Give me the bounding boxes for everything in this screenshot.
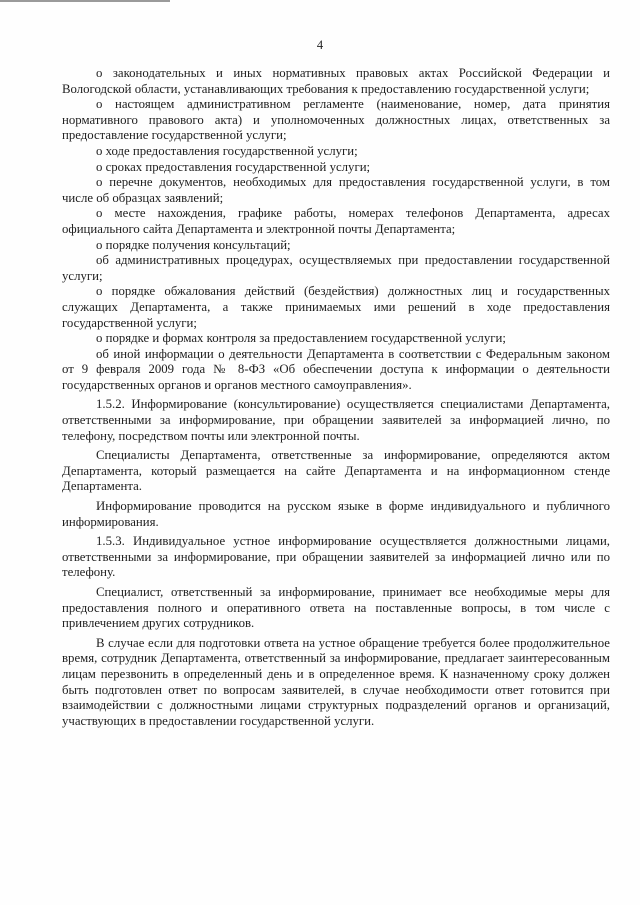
- list-item-documents: о перечне документов, необходимых для предоставления государственной услуги, в том числе об образцах заявлений;: [62, 175, 610, 205]
- list-item-terms: о сроках предоставления государственной услуги;: [96, 159, 371, 174]
- paragraph-specialist-measures: Специалист, ответственный за информирование, принимает все необходимые меры для предоставления полного и оперативного ответа на поставленные вопросы, в том числе с привлечением других сотрудников.: [62, 585, 610, 631]
- list-item-procedures: об административных процедурах, осуществляемых при предоставлении государственной услуги;: [62, 253, 610, 283]
- list-item-regulation: о настоящем административном регламенте (наименование, номер, дата принятия нормативного правового акта) и уполномоченных должностных лицах, ответственных за предоставление государственной услуги;: [62, 97, 610, 143]
- list-item-progress: о ходе предоставления государственной услуги;: [96, 143, 358, 158]
- document-body: [62, 66, 610, 729]
- section-1-5-2: 1.5.2. Информирование (консультирование) осуществляется специалистами Департамента, ответственными за информирование, при обращении заявителей за информацией лично, по телефону, посредством почты или электронной почты.: [62, 397, 610, 443]
- section-1-5-3: 1.5.3. Индивидуальное устное информирование осуществляется должностными лицами, ответственными за информирование, при обращении заявителей за информацией лично или по телефону.: [62, 534, 610, 580]
- scan-edge-mark: [0, 0, 170, 2]
- list-item-control: о порядке и формах контроля за предоставлением государственной услуги;: [96, 331, 506, 346]
- paragraph-specialists: Специалисты Департамента, ответственные за информирование, определяются актом Департамента, который размещается на сайте Департамента и на информационном стенде Департамента.: [62, 448, 610, 494]
- list-item-consultations: о порядке получения консультаций;: [96, 237, 291, 252]
- list-item-appeals: о порядке обжалования действий (бездействия) должностных лиц и государственных служащих Департамента, а также принимаемых ими решений в ходе предоставления государственной услуги;: [62, 284, 610, 330]
- paragraph-callback: В случае если для подготовки ответа на устное обращение требуется более продолжительное время, сотрудник Департамента, ответственный за информирование, предлагает заинтересованным лицам перезвонить в определенный день и в определенное время. К назначенному сроку должен быть подготовлен ответ по вопросам заявителей, в случае необходимости ответ готовится при взаимодействии с должностными лицами структурных подразделений органов и организаций, участвующих в предоставлении государственной услуги.: [62, 635, 610, 728]
- list-item-location: о месте нахождения, графике работы, номерах телефонов Департамента, адресах официального сайта Департамента и электронной почты Департамента;: [62, 206, 610, 236]
- page-number: 4: [316, 38, 324, 52]
- list-item-legislation: о законодательных и иных нормативных правовых актах Российской Федерации и Вологодской области, устанавливающих требования к предоставлению государственной услуги;: [62, 66, 610, 96]
- list-item-other-info: об иной информации о деятельности Департамента в соответствии с Федеральным законом от 9 февраля 2009 года № 8-ФЗ «Об обеспечении доступа к информации о деятельности государственных органов и органов местного самоуправления».: [62, 346, 610, 392]
- paragraph-language: Информирование проводится на русском языке в форме индивидуального и публичного информирования.: [62, 499, 610, 529]
